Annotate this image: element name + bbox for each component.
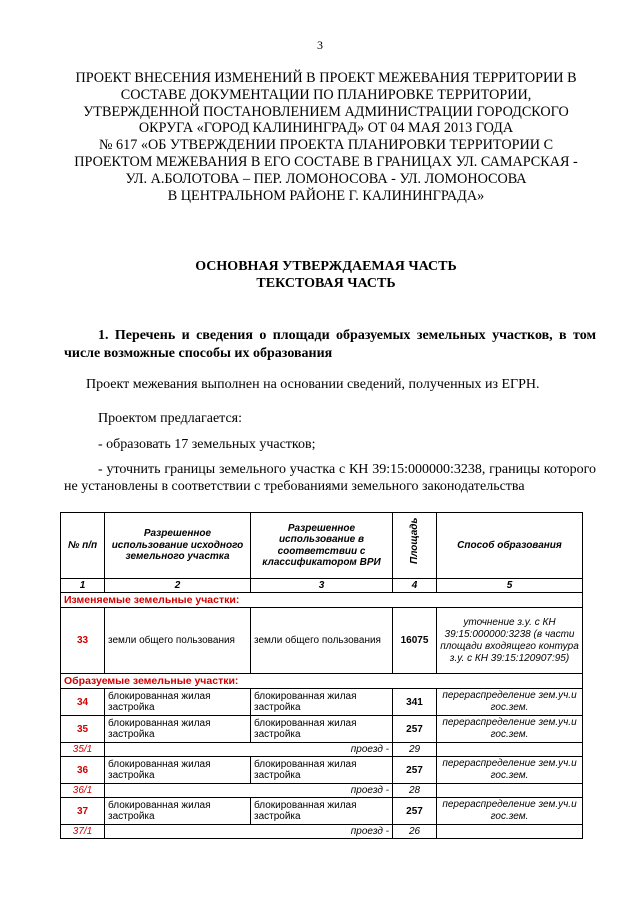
row-road: проезд -	[105, 784, 393, 798]
row-num: 36	[61, 757, 105, 784]
table-row	[61, 784, 583, 798]
row-num: 37/1	[61, 825, 105, 839]
table-row	[61, 757, 583, 784]
row-area: 257	[393, 798, 437, 825]
document-title	[56, 70, 596, 204]
row-num: 33	[61, 608, 105, 674]
table-row	[61, 825, 583, 839]
table-row	[61, 608, 583, 674]
section-line: ОСНОВНАЯ УТВЕРЖДАЕМАЯ ЧАСТЬ	[195, 259, 457, 274]
row-method-empty	[437, 825, 583, 839]
title-line: СОСТАВЕ ДОКУМЕНТАЦИИ ПО ПЛАНИРОВКЕ ТЕРРИТОРИИ,	[120, 86, 532, 103]
row-vri-use: земли общего пользования	[251, 608, 393, 674]
group-label: Образуемые земельные участки:	[61, 674, 583, 689]
group-label: Изменяемые земельные участки:	[61, 593, 583, 608]
title-line: ОКРУГА «ГОРОД КАЛИНИНГРАД» ОТ 04 МАЯ 2013 ГОДА	[138, 120, 514, 137]
col-number: 1	[61, 579, 105, 593]
title-line: УТВЕРЖДЕННОЙ ПОСТАНОВЛЕНИЕМ АДМИНИСТРАЦИИ ГОРОДСКОГО	[83, 103, 569, 120]
col-number: 4	[393, 579, 437, 593]
row-area: 26	[393, 825, 437, 839]
col-number: 5	[437, 579, 583, 593]
row-area: 29	[393, 743, 437, 757]
row-vri-use: блокированная жилая застройка	[251, 716, 393, 743]
header-vri-use: Разрешенное использование в соответствии с классификатором ВРИ	[251, 513, 393, 579]
table-row	[61, 743, 583, 757]
title-line: ПРОЕКТОМ МЕЖЕВАНИЯ В ЕГО СОСТАВЕ В ГРАНИЦАХ УЛ. САМАРСКАЯ -	[74, 153, 578, 170]
row-road: проезд -	[105, 743, 393, 757]
plots-table	[60, 512, 583, 839]
header-method: Способ образования	[437, 513, 583, 579]
row-method: перераспределение зем.уч.и гос.зем.	[437, 689, 583, 716]
group-row-changed	[61, 593, 583, 608]
title-line: № 617 «ОБ УТВЕРЖДЕНИИ ПРОЕКТА ПЛАНИРОВКИ ТЕРРИТОРИИ С	[98, 137, 554, 154]
table-header-row	[61, 513, 583, 579]
row-area: 257	[393, 716, 437, 743]
row-num: 35/1	[61, 743, 105, 757]
row-vri-use: блокированная жилая застройка	[251, 689, 393, 716]
paragraph-form-plots: - образовать 17 земельных участков;	[98, 437, 316, 452]
section-heading	[56, 258, 596, 292]
col-number: 3	[251, 579, 393, 593]
paragraph-basis: Проект межевания выполнен на основании сведений, полученных из ЕГРН.	[86, 377, 540, 392]
title-line: В ЦЕНТРАЛЬНОМ РАЙОНЕ Г. КАЛИНИНГРАДА»	[167, 187, 485, 204]
row-num: 36/1	[61, 784, 105, 798]
row-source-use: блокированная жилая застройка	[105, 689, 251, 716]
header-source-use: Разрешенное использование исходного земельного участка	[105, 513, 251, 579]
row-method: уточнение з.у. с КН 39:15:000000:3238 (в части площади входящего контура з.у. с КН 39:15:120907:95)	[437, 608, 583, 674]
paragraph-clarify-boundaries: - уточнить границы земельного участка с КН 39:15:000000:3238, границы которого не установлены в соответствии с требованиями земельного законодательства	[64, 462, 596, 494]
page-number: 3	[317, 38, 323, 52]
title-line: УЛ. А.БОЛОТОВА – ПЕР. ЛОМОНОСОВА - УЛ. ЛОМОНОСОВА	[125, 170, 527, 187]
header-num: № п/п	[61, 513, 105, 579]
row-num: 37	[61, 798, 105, 825]
row-num: 35	[61, 716, 105, 743]
row-vri-use: блокированная жилая застройка	[251, 798, 393, 825]
row-vri-use: блокированная жилая застройка	[251, 757, 393, 784]
table-row	[61, 798, 583, 825]
row-area: 16075	[393, 608, 437, 674]
col-number: 2	[105, 579, 251, 593]
row-num: 34	[61, 689, 105, 716]
paragraph-proposal: Проектом предлагается:	[98, 411, 242, 426]
row-area: 257	[393, 757, 437, 784]
column-number-row	[61, 579, 583, 593]
table-row	[61, 689, 583, 716]
header-area	[393, 513, 437, 579]
header-area-label: Площадь	[409, 517, 420, 564]
row-road: проезд -	[105, 825, 393, 839]
row-method: перераспределение зем.уч.и гос.зем.	[437, 798, 583, 825]
subsection-heading: 1. Перечень и сведения о площади образуемых земельных участков, в том числе возможные способы их образования	[64, 328, 596, 361]
row-method: перераспределение зем.уч.и гос.зем.	[437, 716, 583, 743]
section-line: ТЕКСТОВАЯ ЧАСТЬ	[256, 276, 396, 291]
row-method-empty	[437, 784, 583, 798]
row-source-use: блокированная жилая застройка	[105, 798, 251, 825]
row-source-use: блокированная жилая застройка	[105, 757, 251, 784]
group-row-formed	[61, 674, 583, 689]
row-source-use: блокированная жилая застройка	[105, 716, 251, 743]
row-area: 28	[393, 784, 437, 798]
row-method-empty	[437, 743, 583, 757]
table-row	[61, 716, 583, 743]
row-source-use: земли общего пользования	[105, 608, 251, 674]
title-line: ПРОЕКТ ВНЕСЕНИЯ ИЗМЕНЕНИЙ В ПРОЕКТ МЕЖЕВАНИЯ ТЕРРИТОРИИ В	[75, 70, 577, 86]
row-method: перераспределение зем.уч.и гос.зем.	[437, 757, 583, 784]
row-area: 341	[393, 689, 437, 716]
